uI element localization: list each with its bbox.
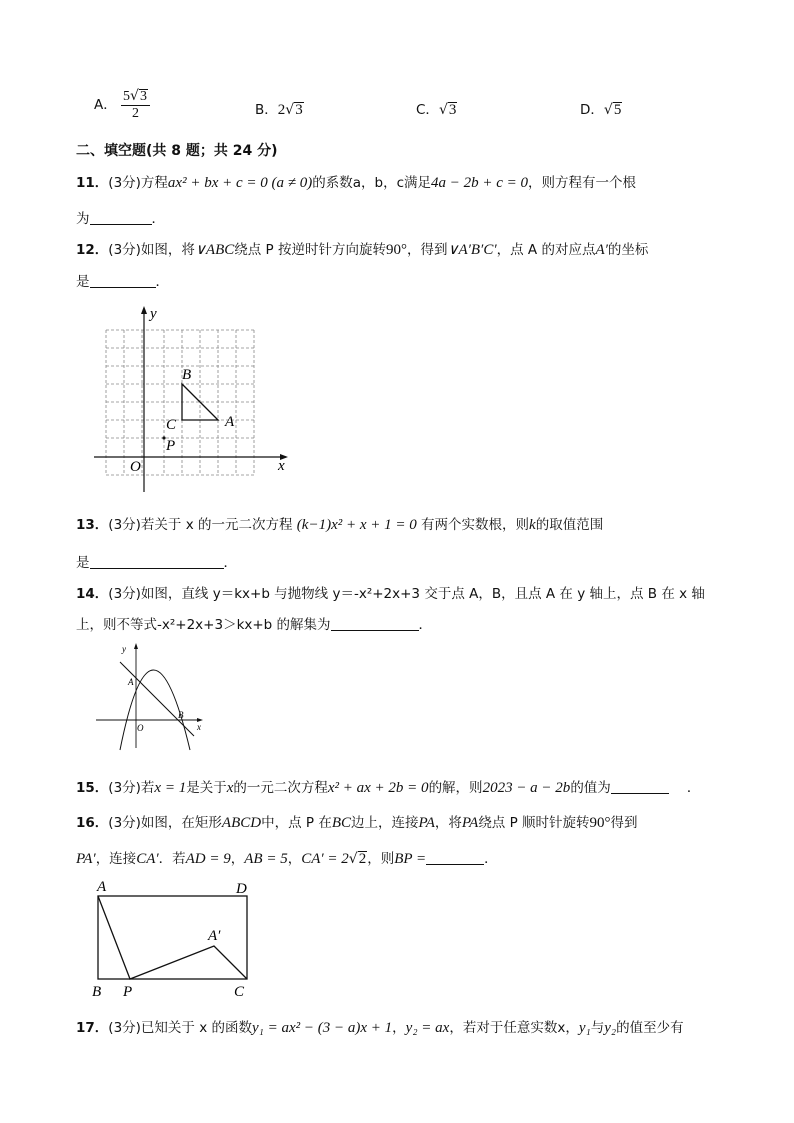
label-x: x xyxy=(197,722,201,732)
label-b: B xyxy=(92,984,102,1000)
label-c: C xyxy=(234,984,245,1000)
rectangle-abcd xyxy=(98,896,247,979)
question-12-line2: 是 ． xyxy=(76,274,169,290)
label-o: O xyxy=(137,723,144,733)
line-ab xyxy=(120,662,194,736)
label-d: D xyxy=(236,881,247,897)
label-o: O xyxy=(130,459,141,475)
answer-blank[interactable] xyxy=(611,779,669,794)
label-c: C xyxy=(166,417,177,433)
q16-figure xyxy=(88,874,258,1002)
q10-option-c: C．√3 xyxy=(416,102,457,118)
answer-blank[interactable] xyxy=(90,210,152,225)
answer-blank[interactable] xyxy=(90,554,224,569)
question-16-line2: PA′，连接CA′．若AD = 9，AB = 5，CA′ = 2√2，则BP = ． xyxy=(76,851,498,867)
label-a: A xyxy=(225,414,235,430)
label-p: P xyxy=(123,984,133,1000)
label-b: B xyxy=(178,710,184,720)
question-17: 17．(3分)已知关于 x 的函数y₁ = ax² − (3 − a)x + 1，y₂ = ax，若对于任意实数x，y₁与y₂的值至少有 xyxy=(76,1020,684,1036)
label-p: P xyxy=(166,438,176,454)
question-12: 12．(3分)如图，将∨ABC绕点 P 按逆时针方向旋转90°，得到∨A′B′C′，点 A 的对应点A′的坐标 xyxy=(76,242,649,258)
section-title: 二、填空题(共 8 题；共 24 分) xyxy=(76,143,278,159)
label-x: x xyxy=(278,458,285,474)
q10-option-d: D．√5 xyxy=(580,102,622,118)
question-14: 14．(3分)如图，直线 y＝kx+b 与抛物线 y＝-x²+2x+3 交于点 A，B，且点 A 在 y 轴上，点 B 在 x 轴 xyxy=(76,586,705,602)
segments-a-p-a2-c xyxy=(98,896,247,979)
label-y: y xyxy=(150,306,157,322)
question-14-line2: 上，则不等式-x²+2x+3＞kx+b 的解集为 ． xyxy=(76,617,433,633)
question-11: 11．(3分)方程ax² + bx + c = 0 (a ≠ 0)的系数a，b，c满足4a − 2b + c = 0，则方程有一个根 xyxy=(76,175,637,191)
question-13: 13．(3分)若关于 x 的一元二次方程 (k−1)x² + x + 1 = 0 有两个实数根，则k的取值范围 xyxy=(76,517,604,533)
label-a: A xyxy=(128,677,134,687)
q10-option-b: B．2√3 xyxy=(255,102,303,118)
grid xyxy=(106,330,254,475)
fraction: $\frac{5√3}{2}$ xyxy=(121,88,150,122)
question-13-line2: 是 ． xyxy=(76,555,237,571)
label-b: B xyxy=(182,367,192,383)
q14-figure xyxy=(92,640,212,752)
label-y: y xyxy=(122,644,126,654)
q10-option-a: A． $\frac{5√3}{2}$ xyxy=(94,88,150,122)
question-15: 15．(3分)若x = 1是关于x的一元二次方程x² + ax + 2b = 0的解，则2023 − a − 2b的值为 ． xyxy=(76,780,701,796)
label-a: A xyxy=(97,879,107,895)
answer-blank[interactable] xyxy=(331,616,419,631)
question-11-line2: 为 ． xyxy=(76,211,165,227)
answer-blank[interactable] xyxy=(426,850,484,865)
question-16: 16．(3分)如图，在矩形ABCD中，点 P 在BC边上，连接PA，将PA绕点 P 顺时针旋转90°得到 xyxy=(76,815,638,831)
label-a-prime: A′ xyxy=(208,928,221,944)
answer-blank[interactable] xyxy=(90,273,156,288)
q12-figure xyxy=(90,300,295,500)
